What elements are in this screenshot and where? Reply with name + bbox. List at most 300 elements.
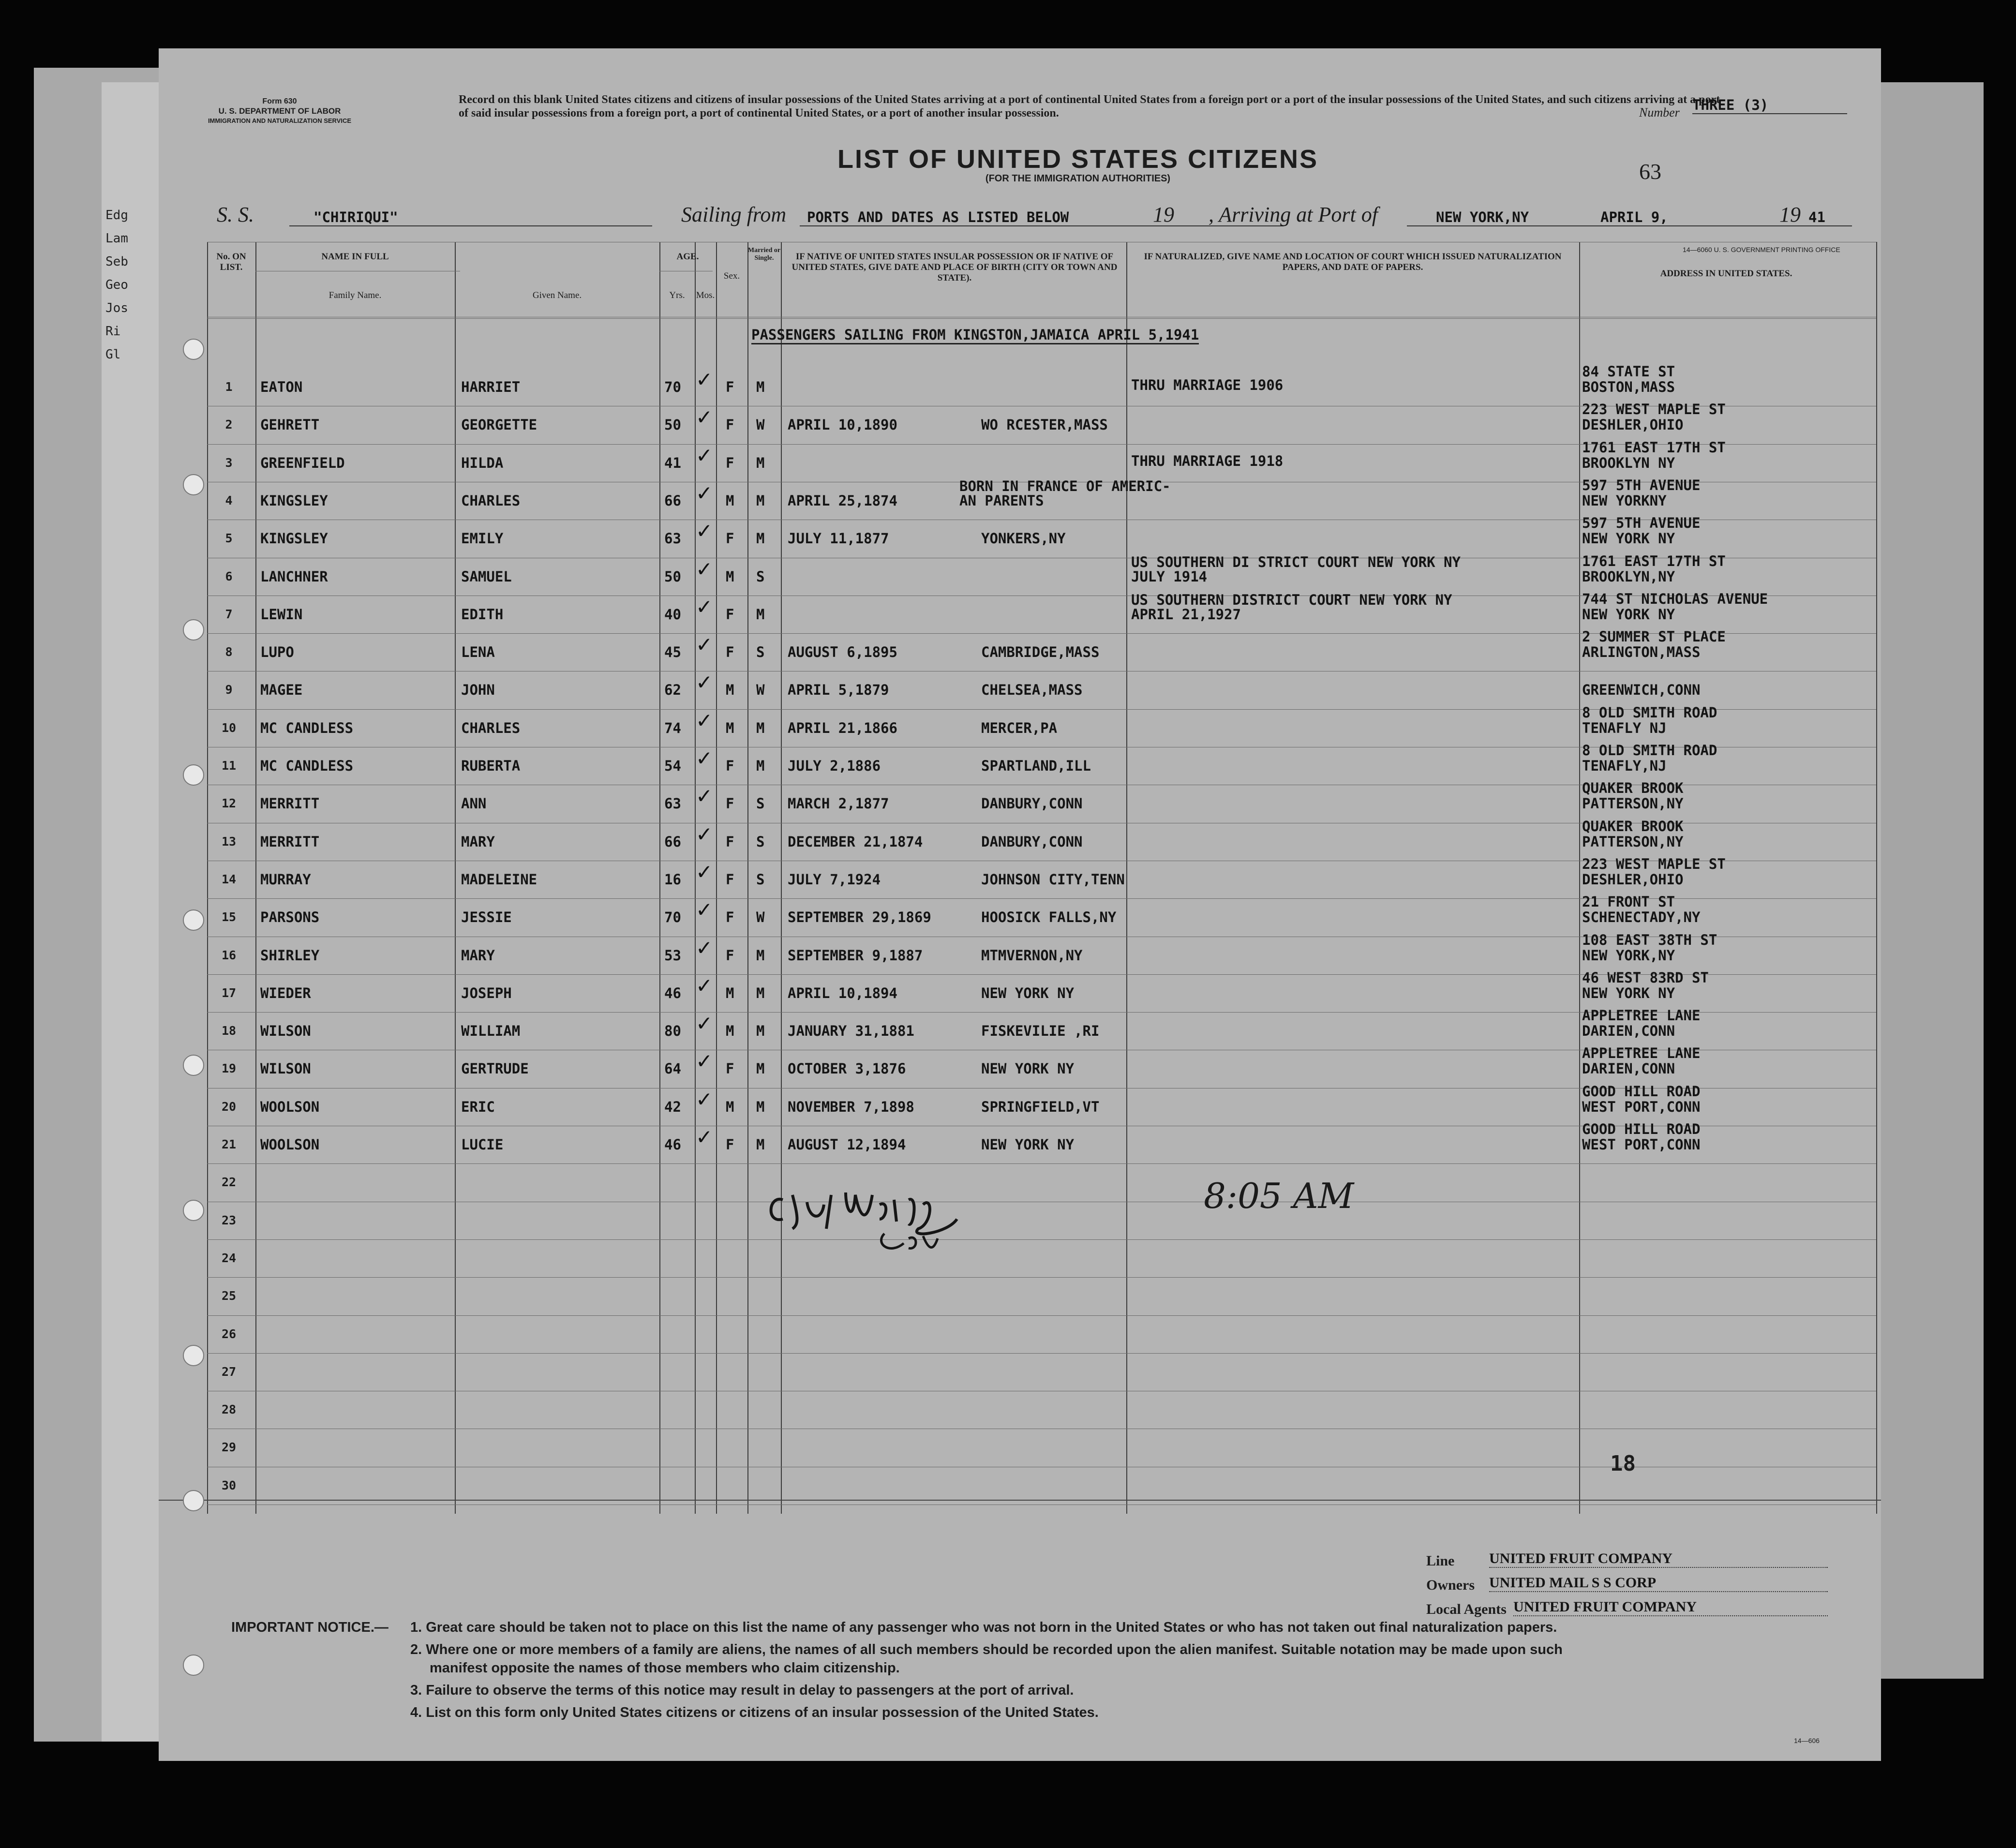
column-divider bbox=[255, 242, 256, 1514]
checkmark-icon: ✓ bbox=[696, 443, 713, 467]
row-number: 20 bbox=[221, 1099, 237, 1114]
printer-code-top: 14—6060 U. S. GOVERNMENT PRINTING OFFICE bbox=[1683, 246, 1840, 253]
checkmark-icon: ✓ bbox=[696, 519, 713, 543]
birth-date: APRIL 21,1866 bbox=[788, 719, 897, 736]
birth-date: NOVEMBER 7,1898 bbox=[788, 1098, 914, 1115]
arrival-date: APRIL 9, bbox=[1600, 209, 1668, 225]
marital-status: M bbox=[756, 1023, 765, 1040]
birth-place: BORN IN FRANCE OF AMERIC- bbox=[959, 477, 1171, 494]
ship-line bbox=[197, 202, 1842, 236]
marital-status: S bbox=[756, 833, 765, 850]
address-line-2: NEW YORK NY bbox=[1582, 984, 1675, 1001]
number-value: THREE (3) bbox=[1692, 97, 1847, 114]
footer bbox=[159, 1500, 1881, 1761]
given-name: CHARLES bbox=[461, 492, 521, 509]
age-years: 42 bbox=[664, 1098, 681, 1115]
marital-status: M bbox=[756, 454, 765, 471]
intro-instructions: Record on this blank United States citizens and citizens of insular possessions of the United States arriving at a port of continental United States from a foreign port or a port of the insular possessions of the United States, and such citizens arriving at a port of said insular possessions from a foreign port, a port of continental United States, or a port of another insular possession. bbox=[459, 93, 1720, 119]
header-mos: Mos. bbox=[696, 290, 715, 300]
age-years: 54 bbox=[664, 758, 681, 774]
column-divider bbox=[781, 242, 782, 1514]
column-divider bbox=[659, 242, 660, 1514]
checkmark-icon: ✓ bbox=[696, 481, 713, 505]
address-line-1: 2 SUMMER ST PLACE bbox=[1582, 628, 1726, 645]
naturalization-date: APRIL 21,1927 bbox=[1131, 606, 1241, 623]
punch-hole bbox=[183, 1345, 204, 1366]
age-years: 45 bbox=[664, 644, 681, 661]
marital-status: S bbox=[756, 568, 765, 585]
punch-hole bbox=[183, 1055, 204, 1076]
agents-label: Local Agents bbox=[1426, 1601, 1507, 1617]
ss-label: S. S. bbox=[217, 203, 254, 226]
address-line-2: DESHLER,OHIO bbox=[1582, 417, 1684, 433]
row-number: 12 bbox=[221, 796, 237, 811]
page-number: 63 bbox=[1639, 159, 1661, 184]
signature bbox=[763, 1166, 1034, 1260]
given-name: JESSIE bbox=[461, 909, 512, 926]
birth-date: JULY 11,1877 bbox=[788, 530, 889, 547]
edge-name: Geo bbox=[105, 278, 128, 292]
address-line-2: DARIEN,CONN bbox=[1582, 1023, 1675, 1040]
address-line-2: TENAFLY NJ bbox=[1582, 719, 1667, 736]
sex: M bbox=[726, 492, 734, 509]
address-line-1: 46 WEST 83RD ST bbox=[1582, 969, 1709, 986]
edge-name: Jos bbox=[105, 301, 128, 315]
address-line-1: 1761 EAST 17TH ST bbox=[1582, 439, 1726, 456]
punch-hole bbox=[183, 339, 204, 360]
family-name: LANCHNER bbox=[260, 568, 328, 585]
arrival-year-prefix: 19 bbox=[1779, 203, 1801, 226]
address-line-2: BOSTON,MASS bbox=[1582, 379, 1675, 395]
birth-place: FISKEVILIE ,RI bbox=[981, 1023, 1100, 1040]
marital-status: S bbox=[756, 795, 765, 812]
column-divider bbox=[1579, 242, 1580, 1514]
notice-2: 2. Where one or more members of a family are aliens, the names of all such members should be recorded upon the alien manifest. Suitable notation may be made upon such bbox=[410, 1642, 1563, 1657]
address-line-2: WEST PORT,CONN bbox=[1582, 1136, 1701, 1153]
naturalization: US SOUTHERN DI STRICT COURT NEW YORK NY bbox=[1131, 553, 1461, 570]
marital-status: M bbox=[756, 492, 765, 509]
given-name: RUBERTA bbox=[461, 758, 521, 774]
birth-date: SEPTEMBER 29,1869 bbox=[788, 909, 931, 926]
age-years: 70 bbox=[664, 909, 681, 926]
checkmark-icon: ✓ bbox=[696, 405, 713, 430]
address-line-1: 8 OLD SMITH ROAD bbox=[1582, 704, 1717, 721]
given-name: ANN bbox=[461, 795, 487, 812]
birth-place: SPARTLAND,ILL bbox=[981, 758, 1091, 774]
given-name: ERIC bbox=[461, 1098, 495, 1115]
signature-svg bbox=[763, 1166, 1034, 1258]
arrival-year-suffix: 41 bbox=[1808, 209, 1825, 225]
column-divider bbox=[747, 242, 748, 1514]
ship-name: "CHIRIQUI" bbox=[314, 209, 398, 225]
sailing-label: Sailing from bbox=[681, 203, 787, 226]
birth-date: AUGUST 6,1895 bbox=[788, 644, 897, 661]
owners-label: Owners bbox=[1426, 1577, 1475, 1593]
birth-place: DANBURY,CONN bbox=[981, 833, 1083, 850]
row-divider bbox=[207, 318, 1876, 319]
birth-place-continued: AN PARENTS bbox=[959, 492, 1044, 509]
age-years: 64 bbox=[664, 1060, 681, 1077]
birth-place: CAMBRIDGE,MASS bbox=[981, 644, 1100, 661]
family-name: GEHRETT bbox=[260, 417, 320, 433]
given-name: EMILY bbox=[461, 530, 504, 547]
address-line-2: DESHLER,OHIO bbox=[1582, 871, 1684, 888]
marital-status: M bbox=[756, 719, 765, 736]
sex: F bbox=[726, 758, 734, 774]
edge-name: Lam bbox=[105, 231, 128, 246]
section-note: PASSENGERS SAILING FROM KINGSTON,JAMAICA APRIL 5,1941 bbox=[751, 327, 1199, 344]
family-name: GREENFIELD bbox=[260, 454, 345, 471]
header-age: AGE. bbox=[676, 252, 699, 262]
naturalization: THRU MARRIAGE 1906 bbox=[1131, 377, 1284, 393]
row-number: 24 bbox=[221, 1251, 237, 1265]
row-divider bbox=[207, 1315, 1876, 1316]
edge-name: Seb bbox=[105, 254, 128, 269]
notice-1: 1. Great care should be taken not to place on this list the name of any passenger who was not born in the United States or who has not taken out final naturalization papers. bbox=[410, 1620, 1557, 1635]
header-sex: Sex. bbox=[723, 271, 740, 281]
family-name: MAGEE bbox=[260, 682, 303, 699]
row-number: 7 bbox=[225, 607, 233, 621]
checkmark-icon: ✓ bbox=[696, 671, 713, 695]
checkmark-icon: ✓ bbox=[696, 708, 713, 732]
row-number: 15 bbox=[221, 910, 237, 924]
given-name: HILDA bbox=[461, 454, 504, 471]
sex: F bbox=[726, 1060, 734, 1077]
address-line-2: BROOKLYN,NY bbox=[1582, 568, 1675, 585]
marital-status: M bbox=[756, 984, 765, 1001]
address-line-2: WEST PORT,CONN bbox=[1582, 1098, 1701, 1115]
birth-date: MARCH 2,1877 bbox=[788, 795, 889, 812]
row-number: 14 bbox=[221, 872, 237, 886]
age-years: 46 bbox=[664, 1136, 681, 1153]
marital-status: M bbox=[756, 1098, 765, 1115]
marital-status: S bbox=[756, 871, 765, 888]
row-number: 23 bbox=[221, 1213, 237, 1227]
punch-hole bbox=[183, 909, 204, 931]
given-name: JOSEPH bbox=[461, 984, 512, 1001]
sex: F bbox=[726, 644, 734, 661]
row-number: 18 bbox=[221, 1024, 237, 1038]
family-name: EATON bbox=[260, 379, 303, 395]
address-line-2: BROOKLYN NY bbox=[1582, 454, 1675, 471]
service-name: IMMIGRATION AND NATURALIZATION SERVICE bbox=[208, 117, 352, 124]
marital-status: W bbox=[756, 682, 765, 699]
marital-status: M bbox=[756, 758, 765, 774]
sex: M bbox=[726, 682, 734, 699]
address-line-2: ARLINGTON,MASS bbox=[1582, 644, 1701, 661]
birth-place: MTMVERNON,NY bbox=[981, 947, 1083, 964]
birth-place: DANBURY,CONN bbox=[981, 795, 1083, 812]
header-no: No. ON LIST. bbox=[216, 252, 246, 272]
row-number: 5 bbox=[225, 531, 233, 546]
marital-status: M bbox=[756, 947, 765, 964]
header-naturalized: IF NATURALIZED, GIVE NAME AND LOCATION OF COURT WHICH ISSUED NATURALIZATION PAPERS, AND DATE OF PAPERS. bbox=[1144, 252, 1562, 272]
birth-date: OCTOBER 3,1876 bbox=[788, 1060, 906, 1077]
age-years: 50 bbox=[664, 417, 681, 433]
row-number: 8 bbox=[225, 645, 233, 659]
birth-place: SPRINGFIELD,VT bbox=[981, 1098, 1100, 1115]
punch-hole bbox=[183, 474, 204, 495]
sex: F bbox=[726, 606, 734, 623]
age-years: 62 bbox=[664, 682, 681, 699]
marital-status: M bbox=[756, 606, 765, 623]
edge-name: Ri bbox=[105, 324, 121, 339]
header-native: IF NATIVE OF UNITED STATES INSULAR POSSESSION OR IF NATIVE OF UNITED STATES, GIVE DATE AND PLACE OF BIRTH (CITY OR TOWN AND STATE). bbox=[791, 252, 1118, 283]
address-line-2: PATTERSON,NY bbox=[1582, 833, 1684, 850]
marital-status: W bbox=[756, 909, 765, 926]
number-label: Number bbox=[1639, 105, 1680, 119]
birth-place: NEW YORK NY bbox=[981, 984, 1075, 1001]
marital-status: M bbox=[756, 1136, 765, 1153]
row-number: 11 bbox=[221, 759, 237, 773]
sex: M bbox=[726, 1023, 734, 1040]
given-name: WILLIAM bbox=[461, 1023, 521, 1040]
checkmark-icon: ✓ bbox=[696, 368, 713, 391]
row-number: 16 bbox=[221, 948, 237, 962]
checkmark-icon: ✓ bbox=[696, 784, 713, 808]
owners-value: UNITED MAIL S S CORP bbox=[1489, 1575, 1828, 1592]
notice-4: 4. List on this form only United States citizens or citizens of an insular possession of the United States. bbox=[410, 1705, 1099, 1720]
birth-date: APRIL 10,1890 bbox=[788, 417, 897, 433]
row-number: 21 bbox=[221, 1137, 237, 1151]
checkmark-icon: ✓ bbox=[696, 557, 713, 581]
checkmark-icon: ✓ bbox=[696, 898, 713, 922]
family-name: MERRITT bbox=[260, 795, 320, 812]
column-divider bbox=[1126, 242, 1127, 1514]
family-name: LEWIN bbox=[260, 606, 303, 623]
year-label: 19 bbox=[1153, 203, 1174, 226]
address-line-1: 597 5TH AVENUE bbox=[1582, 477, 1701, 493]
birth-place: WO RCESTER,MASS bbox=[981, 417, 1108, 433]
given-name: SAMUEL bbox=[461, 568, 512, 585]
row-divider bbox=[207, 1163, 1876, 1164]
age-years: 46 bbox=[664, 984, 681, 1001]
row-number: 10 bbox=[221, 720, 237, 735]
family-name: MC CANDLESS bbox=[260, 719, 354, 736]
checkmark-icon: ✓ bbox=[696, 973, 713, 998]
row-number: 6 bbox=[225, 569, 233, 583]
address-line-1: GOOD HILL ROAD bbox=[1582, 1083, 1701, 1100]
notice-3: 3. Failure to observe the terms of this notice may result in delay to passengers at the port of arrival. bbox=[410, 1683, 1074, 1698]
given-name: JOHN bbox=[461, 682, 495, 699]
naturalization-date: JULY 1914 bbox=[1131, 568, 1208, 585]
address-line-1: APPLETREE LANE bbox=[1582, 1007, 1701, 1024]
marital-status: M bbox=[756, 379, 765, 395]
count-total: 18 bbox=[1610, 1451, 1636, 1476]
header-family-name: Family Name. bbox=[329, 290, 382, 300]
edge-names-column bbox=[105, 208, 159, 371]
family-name: WOOLSON bbox=[260, 1136, 320, 1153]
birth-place: NEW YORK NY bbox=[981, 1136, 1075, 1153]
agents-value: UNITED FRUIT COMPANY bbox=[1513, 1599, 1828, 1616]
family-name: LUPO bbox=[260, 644, 294, 661]
printer-code: 14—606 bbox=[1794, 1737, 1820, 1744]
family-name: SHIRLEY bbox=[260, 947, 320, 964]
punch-hole bbox=[183, 1200, 204, 1221]
birth-date: DECEMBER 21,1874 bbox=[788, 833, 923, 850]
address-line-1: 223 WEST MAPLE ST bbox=[1582, 855, 1726, 872]
family-name: MERRITT bbox=[260, 833, 320, 850]
address-line-1: 8 OLD SMITH ROAD bbox=[1582, 742, 1717, 759]
arrival-time-handwritten: 8:05 AM bbox=[1204, 1176, 1354, 1216]
given-name: LENA bbox=[461, 644, 495, 661]
age-years: 66 bbox=[664, 492, 681, 509]
checkmark-icon: ✓ bbox=[696, 860, 713, 884]
row-number: 1 bbox=[225, 380, 233, 394]
address-line-1: 1761 EAST 17TH ST bbox=[1582, 552, 1726, 569]
age-years: 40 bbox=[664, 606, 681, 623]
given-name: MADELEINE bbox=[461, 871, 538, 888]
address-line-2: GREENWICH,CONN bbox=[1582, 682, 1701, 699]
line-label: Line bbox=[1426, 1553, 1455, 1569]
edge-name: Gl bbox=[105, 347, 121, 362]
sex: M bbox=[726, 568, 734, 585]
given-name: LUCIE bbox=[461, 1136, 504, 1153]
sex: F bbox=[726, 947, 734, 964]
address-line-2: NEW YORK NY bbox=[1582, 606, 1675, 623]
punch-hole bbox=[183, 619, 204, 641]
sailing-value: PORTS AND DATES AS LISTED BELOW bbox=[807, 209, 1069, 225]
row-number: 19 bbox=[221, 1061, 237, 1076]
column-divider bbox=[455, 242, 456, 1514]
birth-place: CHELSEA,MASS bbox=[981, 682, 1083, 699]
birth-place: HOOSICK FALLS,NY bbox=[981, 909, 1117, 926]
age-years: 80 bbox=[664, 1023, 681, 1040]
row-number: 17 bbox=[221, 985, 237, 1000]
marital-status: M bbox=[756, 1060, 765, 1077]
address-line-1: 223 WEST MAPLE ST bbox=[1582, 401, 1726, 418]
birth-place: NEW YORK NY bbox=[981, 1060, 1075, 1077]
row-number: 3 bbox=[225, 455, 233, 470]
age-years: 41 bbox=[664, 454, 681, 471]
birth-place: JOHNSON CITY,TENN bbox=[981, 871, 1125, 888]
checkmark-icon: ✓ bbox=[696, 1125, 713, 1149]
family-name: WILSON bbox=[260, 1023, 311, 1040]
given-name: GERTRUDE bbox=[461, 1060, 529, 1077]
form-number: Form 630 bbox=[262, 97, 297, 105]
age-years: 63 bbox=[664, 795, 681, 812]
age-years: 16 bbox=[664, 871, 681, 888]
notice-2-continued: manifest opposite the names of those members who claim citizenship. bbox=[430, 1660, 900, 1676]
family-name: WIEDER bbox=[260, 984, 311, 1001]
address-line-2: SCHENECTADY,NY bbox=[1582, 909, 1701, 926]
header-name-in-full: NAME IN FULL bbox=[321, 252, 389, 262]
sex: F bbox=[726, 530, 734, 547]
punch-hole bbox=[183, 1490, 204, 1511]
given-name: HARRIET bbox=[461, 379, 521, 395]
family-name: MC CANDLESS bbox=[260, 758, 354, 774]
given-name: GEORGETTE bbox=[461, 417, 538, 433]
sex: F bbox=[726, 417, 734, 433]
age-years: 63 bbox=[664, 530, 681, 547]
birth-date: SEPTEMBER 9,1887 bbox=[788, 947, 923, 964]
birth-place: YONKERS,NY bbox=[981, 530, 1066, 547]
given-name: EDITH bbox=[461, 606, 504, 623]
sex: F bbox=[726, 1136, 734, 1153]
row-divider bbox=[207, 1353, 1876, 1354]
sex: M bbox=[726, 1098, 734, 1115]
row-number: 27 bbox=[221, 1364, 237, 1379]
checkmark-icon: ✓ bbox=[696, 746, 713, 770]
marital-status: S bbox=[756, 644, 765, 661]
birth-date: APRIL 5,1879 bbox=[788, 682, 889, 699]
row-number: 9 bbox=[225, 683, 233, 697]
row-divider bbox=[207, 1277, 1876, 1278]
sex: F bbox=[726, 795, 734, 812]
row-number: 13 bbox=[221, 834, 237, 849]
address-line-2: TENAFLY,NJ bbox=[1582, 758, 1667, 774]
naturalization: US SOUTHERN DISTRICT COURT NEW YORK NY bbox=[1131, 591, 1452, 608]
address-line-1: 597 5TH AVENUE bbox=[1582, 515, 1701, 532]
sex: M bbox=[726, 719, 734, 736]
checkmark-icon: ✓ bbox=[696, 1049, 713, 1073]
form-block bbox=[202, 97, 357, 126]
marital-status: M bbox=[756, 530, 765, 547]
row-number: 30 bbox=[221, 1478, 237, 1492]
address-line-1: 21 FRONT ST bbox=[1582, 894, 1675, 910]
given-name: MARY bbox=[461, 833, 495, 850]
checkmark-icon: ✓ bbox=[696, 595, 713, 619]
header-given-name: Given Name. bbox=[532, 290, 582, 300]
age-years: 50 bbox=[664, 568, 681, 585]
checkmark-icon: ✓ bbox=[696, 1087, 713, 1111]
footer-rule bbox=[159, 1500, 1881, 1501]
notice-title: IMPORTANT NOTICE.— bbox=[231, 1620, 388, 1635]
manifest-sheet bbox=[159, 48, 1881, 1761]
address-line-1: QUAKER BROOK bbox=[1582, 818, 1684, 835]
marital-status: W bbox=[756, 417, 765, 433]
row-number: 28 bbox=[221, 1402, 237, 1417]
address-line-1: GOOD HILL ROAD bbox=[1582, 1121, 1701, 1137]
row-number: 25 bbox=[221, 1289, 237, 1303]
address-line-1: 84 STATE ST bbox=[1582, 363, 1675, 380]
sex: F bbox=[726, 833, 734, 850]
given-name: MARY bbox=[461, 947, 495, 964]
department-name: U. S. DEPARTMENT OF LABOR bbox=[218, 106, 341, 116]
line-value: UNITED FRUIT COMPANY bbox=[1489, 1550, 1828, 1568]
checkmark-icon: ✓ bbox=[696, 822, 713, 846]
naturalization: THRU MARRIAGE 1918 bbox=[1131, 452, 1284, 469]
checkmark-icon: ✓ bbox=[696, 1012, 713, 1036]
family-name: WOOLSON bbox=[260, 1098, 320, 1115]
column-divider bbox=[716, 242, 717, 1514]
birth-date: JULY 2,1886 bbox=[788, 758, 881, 774]
age-years: 70 bbox=[664, 379, 681, 395]
header-yrs: Yrs. bbox=[669, 290, 685, 300]
address-line-1: 108 EAST 38TH ST bbox=[1582, 931, 1717, 948]
sex: F bbox=[726, 454, 734, 471]
age-years: 66 bbox=[664, 833, 681, 850]
address-line-1: QUAKER BROOK bbox=[1582, 780, 1684, 797]
punch-hole bbox=[183, 764, 204, 786]
edge-name: Edg bbox=[105, 208, 128, 223]
checkmark-icon: ✓ bbox=[696, 936, 713, 960]
checkmark-icon: ✓ bbox=[696, 633, 713, 657]
sex: F bbox=[726, 379, 734, 395]
family-name: MURRAY bbox=[260, 871, 311, 888]
sex: F bbox=[726, 909, 734, 926]
row-number: 2 bbox=[225, 417, 233, 432]
row-number: 4 bbox=[225, 493, 233, 507]
family-name: PARSONS bbox=[260, 909, 320, 926]
sex: F bbox=[726, 871, 734, 888]
address-line-2: NEW YORK NY bbox=[1582, 530, 1675, 547]
sex: M bbox=[726, 984, 734, 1001]
arriving-label: , Arriving at Port of bbox=[1209, 203, 1378, 226]
column-divider bbox=[1876, 242, 1877, 1514]
port-value: NEW YORK,NY bbox=[1436, 209, 1529, 225]
birth-date: JULY 7,1924 bbox=[788, 871, 881, 888]
